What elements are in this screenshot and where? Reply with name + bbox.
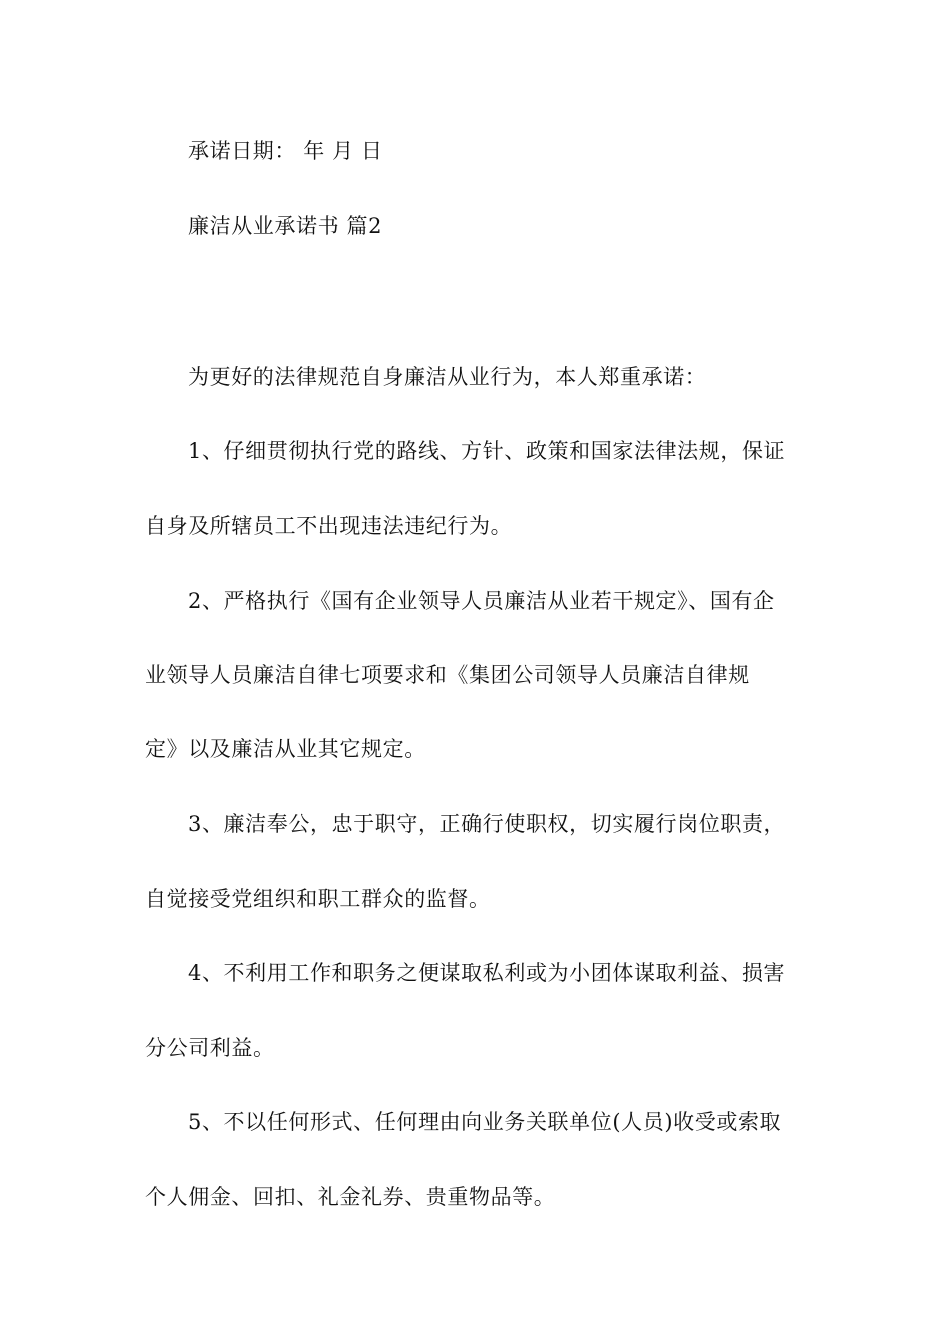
- item-4-line-1: 4、不利用工作和职务之便谋取私利或为小团体谋取利益、损害: [188, 961, 786, 985]
- section-title: 廉洁从业承诺书 篇2: [188, 214, 383, 238]
- item-1-line-2: 自身及所辖员工不出现违法违纪行为。: [145, 514, 513, 538]
- item-1-line-1: 1、仔细贯彻执行党的路线、方针、政策和国家法律法规，保证: [188, 439, 786, 463]
- item-2-line-2: 业领导人员廉洁自律七项要求和《集团公司领导人员廉洁自律规: [145, 663, 750, 687]
- item-3-line-1: 3、廉洁奉公，忠于职守，正确行使职权，切实履行岗位职责，: [188, 812, 786, 836]
- item-5-line-2: 个人佣金、回扣、礼金礼券、贵重物品等。: [145, 1185, 556, 1209]
- item-3-line-2: 自觉接受党组织和职工群众的监督。: [145, 887, 491, 911]
- item-2-line-1: 2、严格执行《国有企业领导人员廉洁从业若干规定》、国有企: [188, 589, 775, 613]
- date-line: 承诺日期： 年 月 日: [188, 139, 383, 163]
- item-5-line-1: 5、不以任何形式、任何理由向业务关联单位(人员)收受或索取: [188, 1110, 782, 1134]
- item-4-line-2: 分公司利益。: [145, 1036, 275, 1060]
- intro-paragraph: 为更好的法律规范自身廉洁从业行为，本人郑重承诺：: [188, 365, 707, 389]
- item-2-line-3: 定》以及廉洁从业其它规定。: [145, 737, 426, 761]
